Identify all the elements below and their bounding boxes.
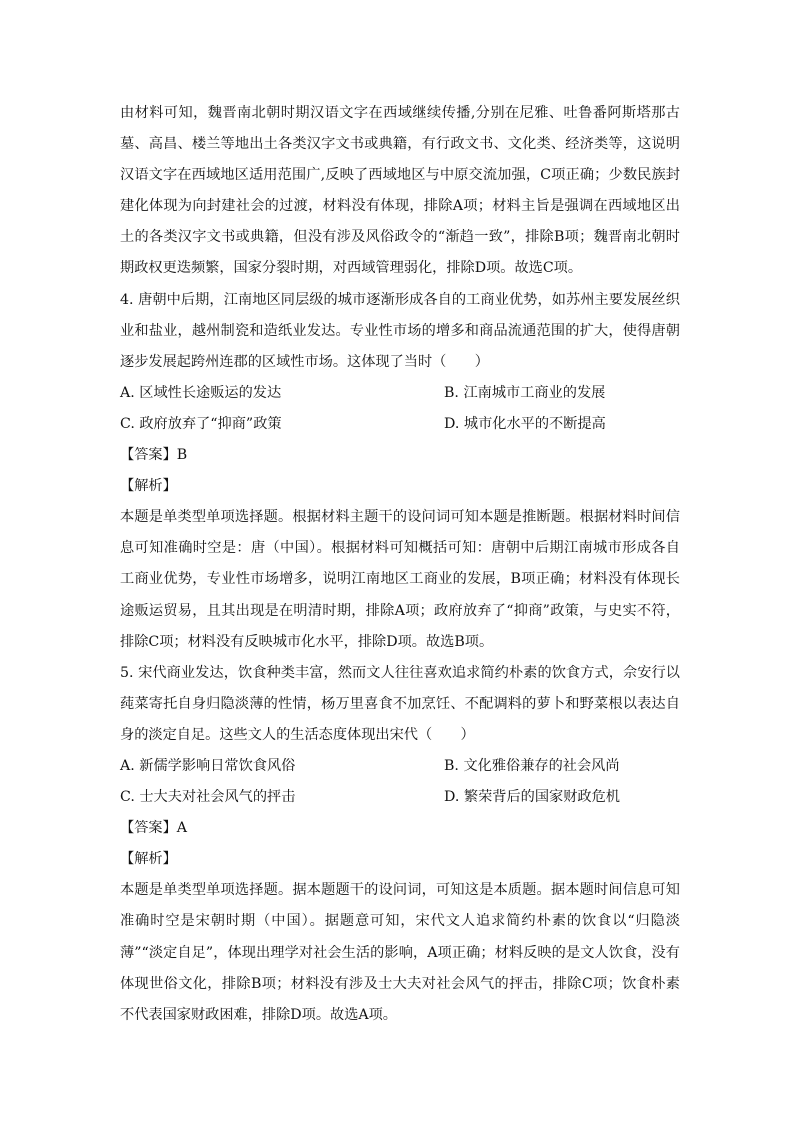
question-4-options-row-1 <box>120 378 680 409</box>
question-5-option-b: B. 文化雅俗兼存的社会风尚 <box>444 757 620 774</box>
question-4-analysis: 本题是单类型单项选择题。根据材料主题干的设问词可知本题是推断题。根据材料时间信息可知准确时空是：唐（中国）。根据材料可知概括可知：唐朝中后期江南城市形成各自工商业优势，专业性市场增多，说明江南地区工商业的发展，B项正确；材料没有体现长途贩运贸易，且其出现是在明清时期，排除A项；政府放弃了“抑商”政策，与史实不符，排除C项；材料没有反映城市化水平，排除D项。故选B项。 <box>120 509 680 650</box>
question-5-analysis: 本题是单类型单项选择题。据本题题干的设问词，可知这是本质题。据本题时间信息可知准确时空是宋朝时期（中国）。据题意可知，宋代文人追求简约朴素的饮食以“归隐淡薄”“淡定自足”，体现出理学对社会生活的影响，A项正确；材料反映的是文人饮食，没有体现世俗文化，排除B项；材料没有涉及士大夫对社会风气的抨击，排除C项；饮食朴素不代表国家财政困难，排除D项。故选A项。 <box>120 882 680 1023</box>
question-4-option-a: A. 区域性长途贩运的发达 <box>120 384 282 401</box>
question-5-option-d: D. 繁荣背后的国家财政危机 <box>444 789 620 806</box>
question-4-options-row-2 <box>120 409 680 440</box>
question-4-option-b: B. 江南城市工商业的发展 <box>444 384 606 401</box>
question-5-option-a: A. 新儒学影响日常饮食风俗 <box>120 757 296 774</box>
question-4-stem: 4. 唐朝中后期，江南地区同层级的城市逐渐形成各自的工商业优势，如苏州主要发展丝织业和盐业，越州制瓷和造纸业发达。专业性市场的增多和商品流通范围的扩大，使得唐朝逐步发展起跨州连郡的区域性市场。这体现了当时（ ） <box>120 291 680 370</box>
question-4-option-d: D. 城市化水平的不断提高 <box>444 415 606 432</box>
document-content <box>120 98 680 1031</box>
question-4-option-c: C. 政府放弃了“抑商”政策 <box>120 415 282 432</box>
previous-analysis-paragraph: 由材料可知，魏晋南北朝时期汉语文字在西域继续传播,分别在尼雅、吐鲁番阿斯塔那古墓、高昌、楼兰等地出土各类汉字文书或典籍，有行政文书、文化类、经济类等，这说明汉语文字在西域地区适用范围广,反映了西域地区与中原交流加强，C项正确；少数民族封建化体现为向封建社会的过渡，材料没有体现，排除A项；材料主旨是强调在西域地区出土的各类汉字文书或典籍，但没有涉及风俗政令的“渐趋一致”，排除B项；魏晋南北朝时期政权更迭频繁，国家分裂时期，对西域管理弱化，排除D项。故选C项。 <box>120 105 680 277</box>
question-4-answer: 【答案】B <box>120 447 188 464</box>
question-5-analysis-label: 【解析】 <box>120 851 177 868</box>
question-5-options-row-2 <box>120 782 680 813</box>
question-5-options-row-1 <box>120 751 680 782</box>
question-5-answer: 【答案】A <box>120 820 187 837</box>
question-5-option-c: C. 士大夫对社会风气的抨击 <box>120 789 296 806</box>
question-5-stem: 5. 宋代商业发达，饮食种类丰富，然而文人往往喜欢追求简约朴素的饮食方式，佘安行以莼菜寄托自身归隐淡薄的性情，杨万里喜食不加烹饪、不配调料的萝卜和野菜根以表达自身的淡定自足。这些文人的生活态度体现出宋代（ ） <box>120 664 680 743</box>
question-4-analysis-label: 【解析】 <box>120 478 177 495</box>
